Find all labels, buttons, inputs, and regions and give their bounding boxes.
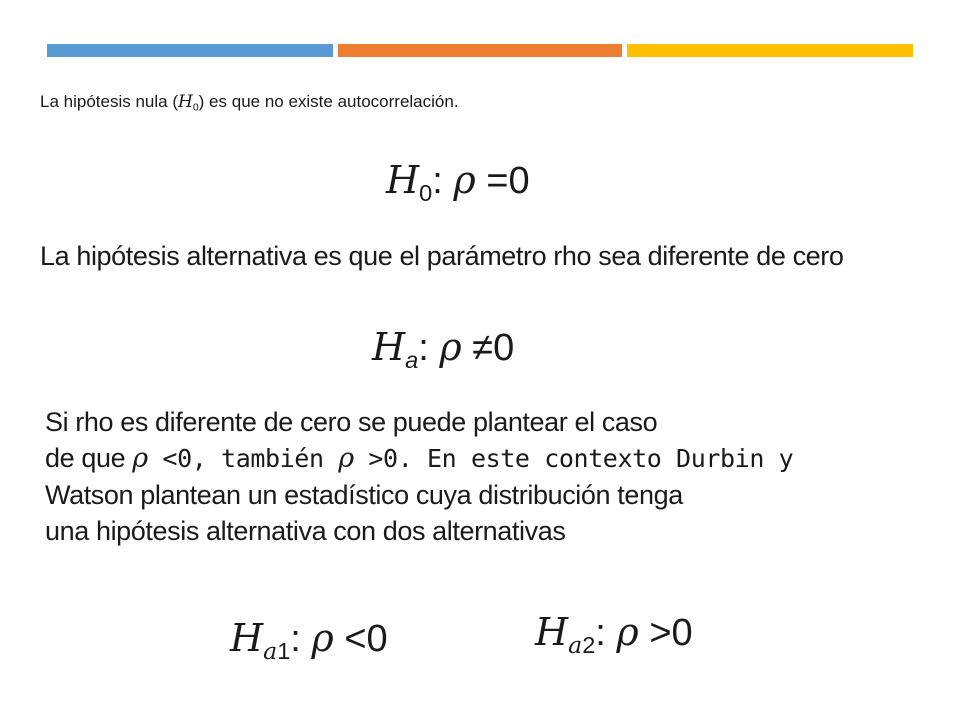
paragraph-line-2	[45, 440, 925, 477]
intro-text	[40, 92, 459, 114]
ha2-rho: ρ	[616, 610, 639, 654]
paragraph-line-1: Si rho es diferente de cero se puede plantear el caso	[45, 407, 658, 437]
h0-relation: =0	[475, 160, 530, 202]
intro-before: La hipótesis nula (	[40, 92, 178, 111]
ha-rho: ρ	[439, 325, 462, 369]
intro-after: ) es que no existe autocorrelación.	[198, 92, 459, 111]
ha1-separator: :	[290, 618, 312, 660]
ha1-symbol: H	[230, 616, 264, 660]
alternative-hypothesis-text: La hipótesis alternativa es que el parámetro rho sea diferente de cero	[40, 241, 844, 271]
paragraph-line-3: Watson plantean un estadístico cuya distribución tenga	[45, 480, 683, 510]
intro-math-h: H	[177, 92, 193, 112]
alternative-1-formula	[230, 616, 388, 665]
ha2-separator: :	[595, 612, 617, 654]
ha-subscript: a	[405, 347, 419, 374]
ha2-relation: >0	[638, 612, 693, 654]
ha2-symbol: H	[535, 610, 569, 654]
ha2-subscript	[568, 632, 595, 658]
ha-separator: :	[418, 327, 440, 369]
h0-separator: :	[432, 160, 454, 202]
line2-text-c: >0. En este contexto Durbin y	[353, 444, 794, 473]
alternative-hypothesis-formula	[372, 325, 514, 374]
ha1-sub-n: 1	[277, 638, 291, 665]
line2-text-a: de que	[45, 443, 133, 473]
ha1-sub-a: a	[263, 637, 278, 666]
h0-rho: ρ	[453, 158, 476, 202]
durbin-watson-paragraph	[45, 404, 925, 549]
intro-math-sub: 0	[192, 101, 199, 114]
accent-bar-orange	[338, 44, 622, 57]
accent-bar-blue	[47, 44, 333, 57]
rho-inline-2: ρ	[338, 443, 354, 474]
ha-relation: ≠0	[461, 327, 515, 369]
line2-text-b: <0, también	[147, 444, 339, 473]
ha1-subscript	[263, 638, 290, 664]
h0-subscript: 0	[419, 180, 433, 207]
alternative-2-formula	[535, 610, 693, 659]
ha1-relation: <0	[333, 618, 388, 660]
ha1-rho: ρ	[311, 616, 334, 660]
h0-symbol: H	[386, 158, 420, 202]
accent-bar-yellow	[627, 44, 913, 57]
ha-symbol: H	[372, 325, 406, 369]
rho-inline-1: ρ	[132, 443, 148, 474]
paragraph-line-4: una hipótesis alternativa con dos alternativas	[45, 516, 566, 546]
ha2-sub-a: a	[568, 631, 583, 660]
ha2-sub-n: 2	[582, 632, 596, 659]
null-hypothesis-formula	[386, 158, 530, 207]
